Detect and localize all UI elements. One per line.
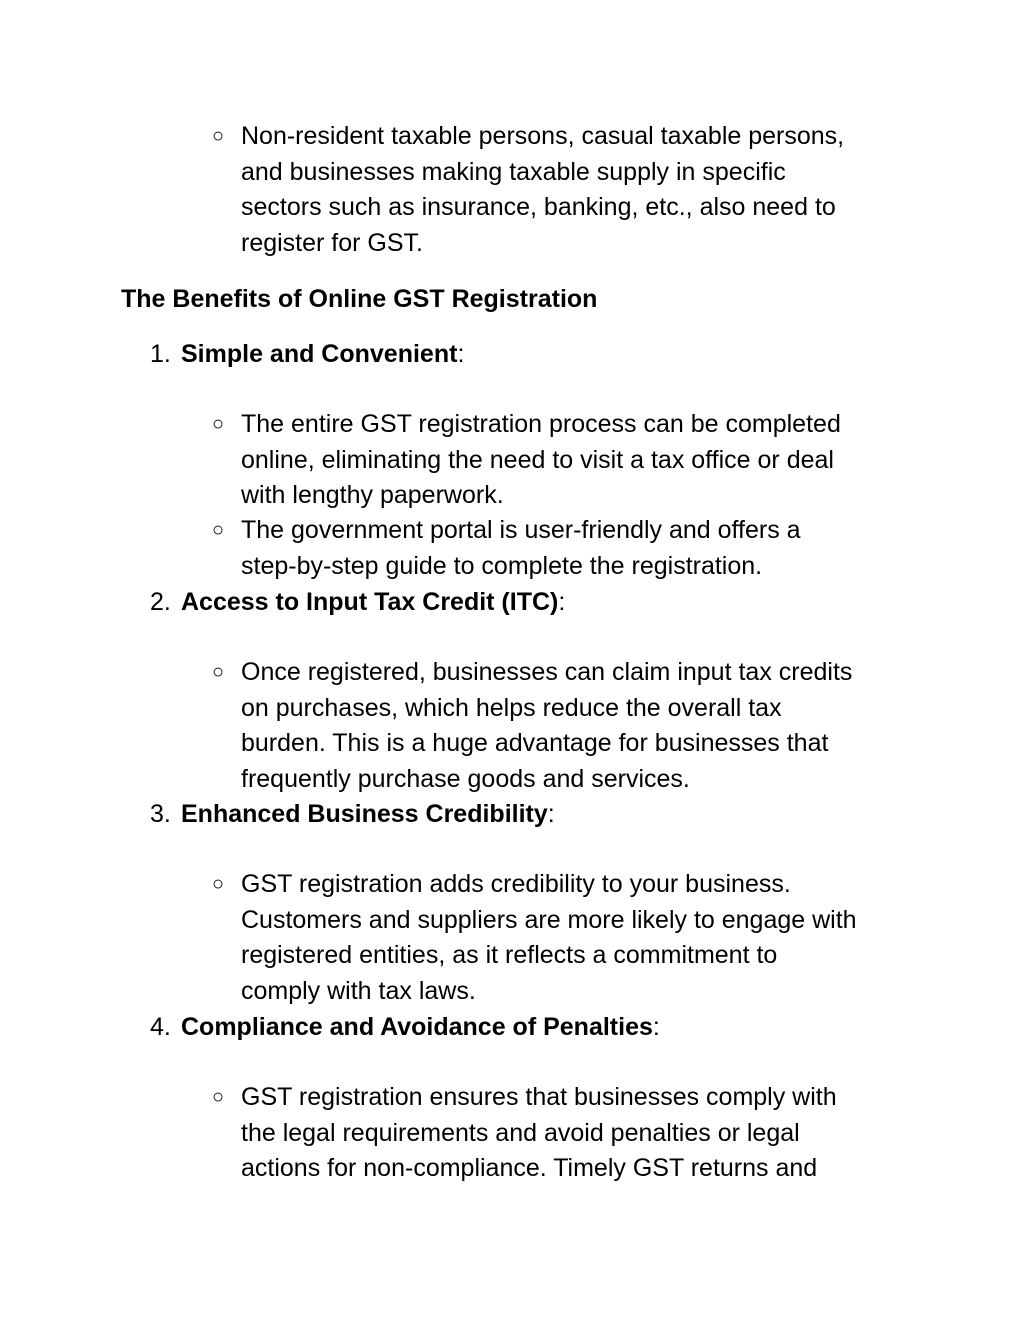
bullet-text: The entire GST registration process can be completed online, eliminating the need to visit a tax office or deal with lengthy paperwork. (241, 410, 841, 509)
item-number: 1. (150, 340, 171, 368)
bullet-text: The government portal is user-friendly and offers a step-by-step guide to complete the registration. (241, 516, 801, 580)
hollow-circle-bullet-icon: ○ (212, 873, 225, 895)
item-title: Simple and Convenient (181, 340, 458, 368)
hollow-circle-bullet-icon: ○ (212, 125, 225, 147)
item-number: 3. (150, 800, 171, 828)
hollow-circle-bullet-icon: ○ (212, 413, 225, 435)
bullet-text: GST registration ensures that businesses comply with the legal requirements and avoid penalties or legal actions for non-compliance. Timely GST returns and (241, 1083, 837, 1182)
item-suffix: : (547, 800, 555, 828)
item-number: 2. (150, 588, 171, 616)
numbered-item (150, 584, 565, 620)
item-suffix: : (652, 1013, 660, 1041)
item-title: Enhanced Business Credibility (181, 800, 548, 828)
section-heading: The Benefits of Online GST Registration (121, 285, 598, 313)
bullet-text: Non-resident taxable persons, casual taxable persons, and businesses making taxable supply in specific sectors such as insurance, banking, etc., also need to register for GST. (241, 122, 845, 257)
bullet-text: Once registered, businesses can claim input tax credits on purchases, which helps reduce the overall tax burden. This is a huge advantage for businesses that frequently purchase goods and services. (241, 658, 853, 793)
numbered-item (150, 1009, 660, 1045)
hollow-circle-bullet-icon: ○ (212, 1086, 225, 1108)
hollow-circle-bullet-icon: ○ (212, 519, 225, 541)
item-suffix: : (558, 588, 566, 616)
item-suffix: : (457, 340, 465, 368)
numbered-item (150, 336, 464, 372)
item-number: 4. (150, 1013, 171, 1041)
item-title: Access to Input Tax Credit (ITC) (181, 588, 559, 616)
item-title: Compliance and Avoidance of Penalties (181, 1013, 653, 1041)
bullet-text: GST registration adds credibility to your business. Customers and suppliers are more likely to engage with registered entities, as it reflects a commitment to comply with tax laws. (241, 870, 857, 1005)
numbered-item (150, 796, 555, 832)
hollow-circle-bullet-icon: ○ (212, 661, 225, 683)
